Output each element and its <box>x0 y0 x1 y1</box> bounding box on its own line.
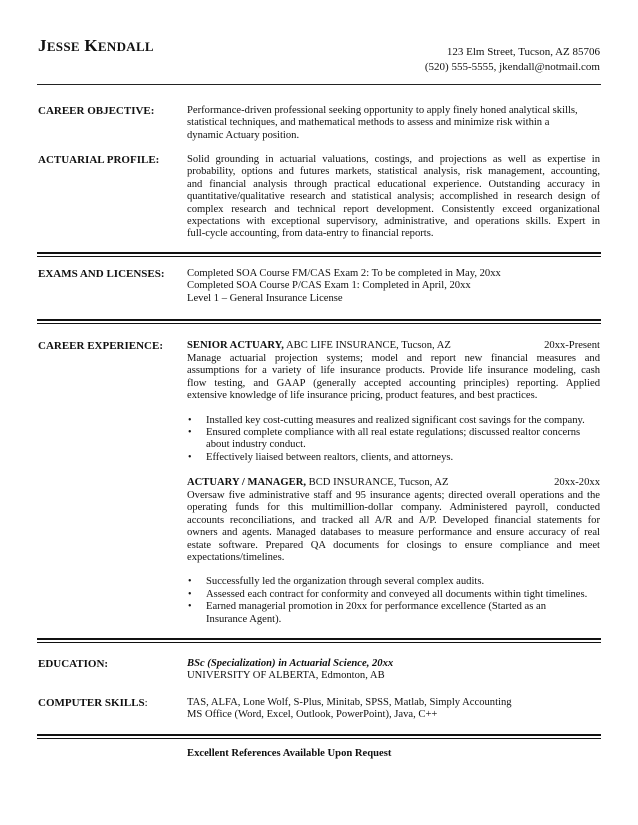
address: 123 Elm Street, Tucson, AZ 85706 <box>446 46 600 58</box>
list-item: • Installed key cost-cutting measures and realized significant cost savings for the company. <box>187 415 600 427</box>
applicant-name: JESSE KENDALL <box>38 36 154 55</box>
section-label-objective: CAREER OBJECTIVE: <box>38 105 155 117</box>
header-divider <box>37 84 601 85</box>
exams-text: Completed SOA Course FM/CAS Exam 2: To be completed in May, 20xx Completed SOA Course P/CAS Exam 1: Completed in April, 20xx Level 1 – General Insurance License <box>187 268 501 304</box>
profile-text: Solid grounding in actuarial valuations, costings, and projections as well as expertise in probability, options and futures markets, statistical analysis, risk management, accounting, and financial analysis through practical educational experience. Outstanding accuracy in quantitative/qualitative research and statistical analysis; accomplished in research design of complex research and technical report development. Consistently exceed organizational expectations with exceptional supervisory, administrative, and operations skills. Expert in full-cycle accounting, from data-entry to financial reports. <box>187 154 600 240</box>
section-label-experience: CAREER EXPERIENCE: <box>38 340 163 352</box>
job-header <box>187 477 600 490</box>
list-item: • Effectively liaised between realtors, clients, and attorneys. <box>187 452 600 464</box>
list-item: • Earned managerial promotion in 20xx for performance excellence (Started as an Insurance Agent). <box>187 601 600 626</box>
skills-text: TAS, ALFA, Lone Wolf, S-Plus, Minitab, SPSS, Matlab, Simply Accounting MS Office (Word, Excel, Outlook, PowerPoint), Java, C++ <box>187 697 512 721</box>
section-label-exams: EXAMS AND LICENSES: <box>38 268 165 280</box>
degree: BSc (Specialization) in Actuarial Science, 20xx <box>187 658 394 669</box>
phone-email: (520) 555-5555, jkendall@notmail.com <box>424 61 600 73</box>
list-item: • Ensured complete compliance with all real estate regulations; discussed realtor concerns about industry conduct. <box>187 427 600 452</box>
education-text <box>187 658 600 683</box>
references-note: Excellent References Available Upon Request <box>187 748 392 759</box>
list-item: • Successfully led the organization through several complex audits. <box>187 576 600 588</box>
section-divider <box>37 252 601 257</box>
job-dates: 20xx-20xx <box>554 477 600 488</box>
contact-info <box>425 45 600 75</box>
list-item: • Assessed each contract for conformity and conveyed all documents within tight timelines. <box>187 589 600 601</box>
section-divider <box>37 734 601 739</box>
job-header <box>187 340 600 353</box>
job-dates: 20xx-Present <box>544 340 600 351</box>
job-description: Manage actuarial projection systems; model and report new financial measures and assumptions for a variety of life insurance products. Provide life insurance modeling, cash flow testing, and GAAP (generally accepted accounting principles) reporting. Applied extensive knowledge of life insurance pricing, product features, and best practices. <box>187 353 600 402</box>
section-divider <box>37 319 601 324</box>
job-achievements <box>187 415 600 465</box>
section-divider <box>37 638 601 643</box>
section-label-skills: COMPUTER SKILLS: <box>38 697 148 709</box>
job-achievements <box>187 576 600 626</box>
job-employer: ABC LIFE INSURANCE, Tucson, AZ <box>283 340 451 351</box>
section-label-education: EDUCATION: <box>38 658 109 670</box>
section-label-profile: ACTUARIAL PROFILE: <box>38 154 160 166</box>
objective-text: Performance-driven professional seeking opportunity to apply finely honed analytical skills, statistical techniques, and mathematical methods to assess and minimize risk within a dynamic Actuary position. <box>187 105 578 141</box>
job-title: SENIOR ACTUARY, <box>187 340 284 351</box>
job-employer: BCD INSURANCE, Tucson, AZ <box>306 477 449 488</box>
school: UNIVERSITY OF ALBERTA, Edmonton, AB <box>187 670 385 682</box>
job-actuary-manager <box>187 477 600 626</box>
job-senior-actuary <box>187 340 600 464</box>
job-title: ACTUARY / MANAGER, <box>187 477 306 488</box>
job-description: Oversaw five administrative staff and 95 insurance agents; directed overall operations and the operating funds for this multimillion-dollar company. Administered payroll, conducted accounts reconciliations, and tracked all A/R and A/P. Developed financial statements for owners and agents. Managed databases to measure performance and ensure accuracy of real estate software. Prepared QA documents for closings to ensure compliance and meet expectations/timelines. <box>187 490 600 563</box>
